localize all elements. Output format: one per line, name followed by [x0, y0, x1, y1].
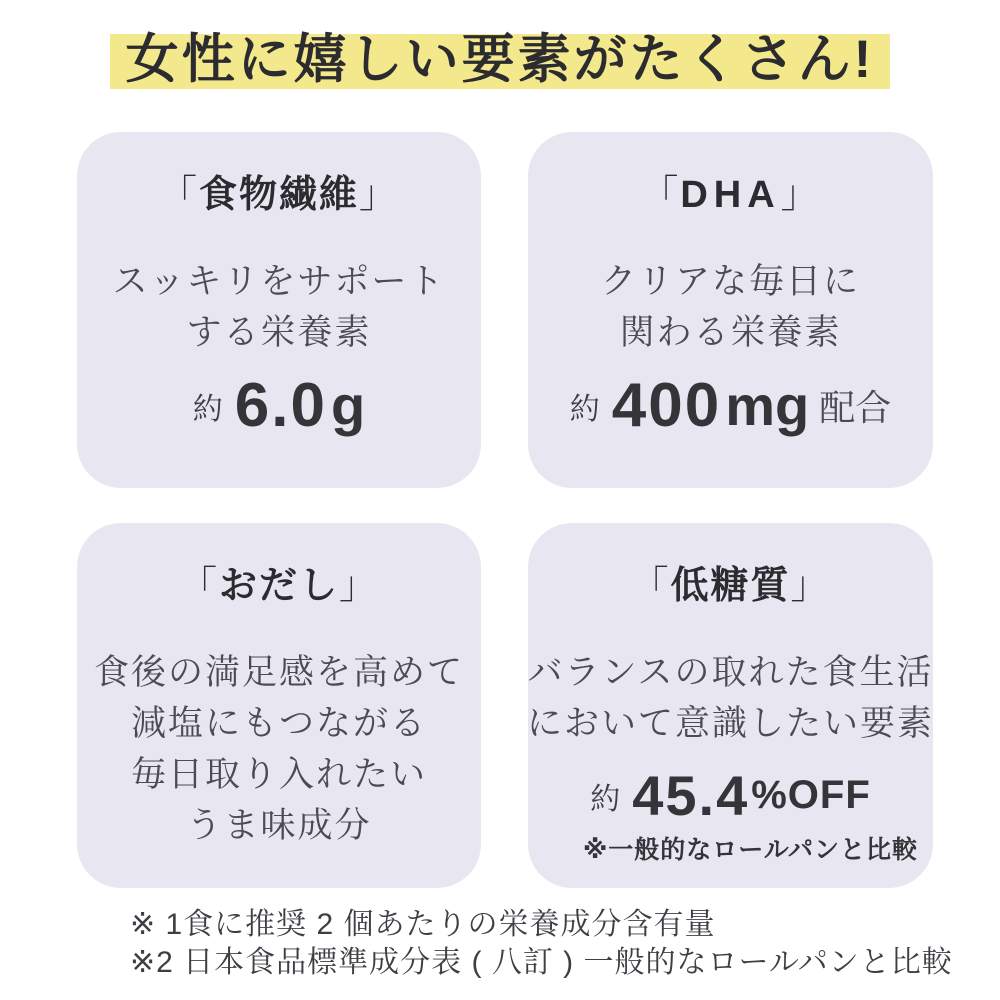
card-heading-text: おだし [218, 565, 339, 607]
card-heading-text: 低糖質 [670, 565, 791, 607]
body-line: クリアな毎日に [600, 262, 860, 301]
card-odashi [77, 523, 481, 888]
metric-value: 6.0 [234, 371, 327, 440]
card-body [94, 647, 464, 851]
metric-carb-reduction [590, 763, 871, 828]
metric-unit: g [330, 374, 366, 437]
bracket-open: 「 [640, 174, 681, 216]
metric-suffix: 配合 [819, 387, 892, 428]
body-line: 食後の満足感を高めて [93, 653, 464, 692]
body-line: において意識したい要素 [527, 704, 935, 743]
body-line: スッキリをサポート [112, 262, 446, 301]
title-banner [0, 28, 1000, 92]
metric-dha-amount [570, 370, 891, 441]
footnote-comparison: ※2 日本食品標準成分表 ( 八訂 ) 一般的なロールパンと比較 [130, 946, 953, 979]
card-heading-text: DHA [680, 174, 781, 216]
metric-prefix: 約 [192, 392, 223, 426]
card-body [601, 256, 860, 358]
card-dietary-fiber [77, 132, 481, 488]
card-heading-dietary-fiber [159, 172, 399, 218]
cards-grid [77, 132, 933, 888]
card-body [527, 647, 934, 749]
body-line: 減塩にもつながる [130, 704, 427, 743]
metric-unit: mg [725, 374, 810, 437]
body-line: 毎日取り入れたい [130, 755, 427, 794]
metric-value: 400 [611, 371, 722, 440]
bracket-close: 」 [339, 565, 380, 607]
footnotes [130, 906, 990, 982]
metric-value: 45.4 [632, 764, 750, 827]
bracket-open: 「 [178, 565, 219, 607]
metric-fiber-amount [193, 370, 365, 441]
page-title: 女性に嬉しい要素がたくさん! [125, 30, 875, 89]
card-low-carb [528, 523, 933, 888]
metric-prefix: 約 [569, 392, 600, 426]
card-body [113, 256, 446, 358]
bracket-open: 「 [158, 174, 199, 216]
body-line: うま味成分 [186, 806, 372, 845]
bracket-close: 」 [780, 174, 821, 216]
card-dha [528, 132, 933, 488]
bracket-close: 」 [359, 174, 400, 216]
card-heading-dha [640, 172, 820, 218]
metric-unit: %OFF [751, 773, 871, 817]
metric-prefix: 約 [590, 782, 621, 816]
body-line: 関わる栄養素 [619, 313, 842, 352]
bracket-close: 」 [790, 565, 831, 607]
body-line: する栄養素 [186, 313, 372, 352]
card-heading-text: 食物繊維 [198, 174, 359, 216]
footnote-serving: ※ 1食に推奨 2 個あたりの栄養成分含有量 [130, 908, 716, 941]
card-heading-low-carb [630, 563, 830, 609]
body-line: バランスの取れた食生活 [527, 653, 934, 692]
title-inner [110, 28, 891, 92]
bracket-open: 「 [630, 565, 671, 607]
metric-comparison-note: ※一般的なロールパンと比較 [582, 836, 919, 864]
card-heading-odashi [179, 563, 379, 609]
